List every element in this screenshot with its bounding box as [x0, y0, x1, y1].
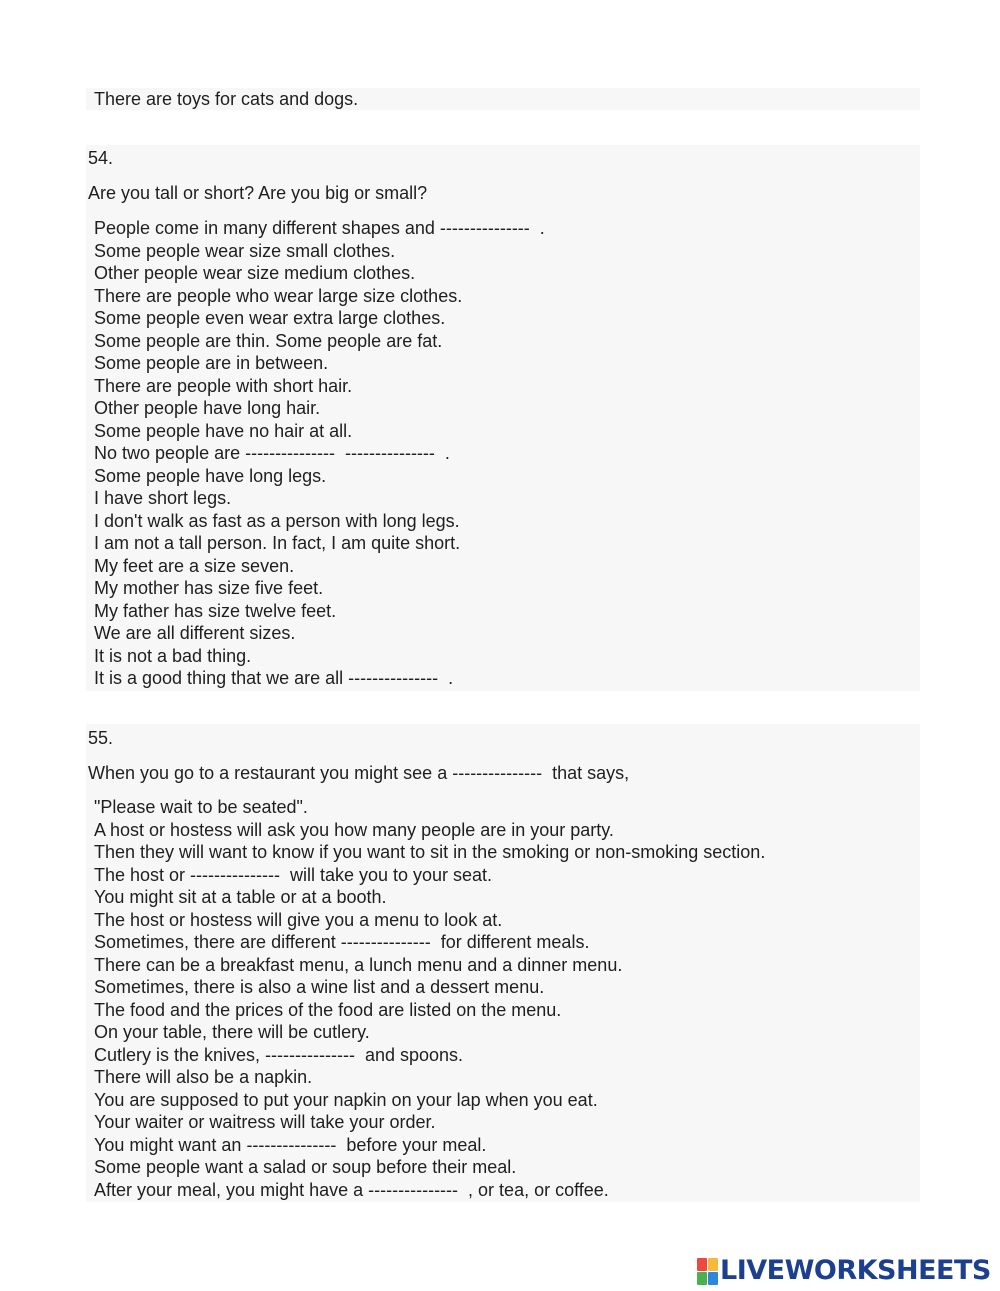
text-line: You might sit at a table or at a booth. [94, 887, 387, 907]
text-line: Cutlery is the knives, --------------- and spoons. [94, 1044, 464, 1065]
text-line: The food and the prices of the food are listed on the menu. [94, 999, 562, 1020]
text-line: Your waiter or waitress will take your order. [94, 1112, 436, 1132]
text-line: Some people have long legs. [94, 465, 327, 486]
text-line: My father has size twelve feet. [94, 600, 337, 621]
text-line: Sometimes, there are different --------------- for different meals. [94, 932, 590, 952]
text-line: There will also be a napkin. [94, 1067, 313, 1087]
section-55-question: When you go to a restaurant you might see a --------------- that says, [88, 763, 630, 783]
text-line: There are people who wear large size clothes. [94, 285, 463, 306]
text-line: There can be a breakfast menu, a lunch menu and a dinner menu. [94, 954, 623, 975]
text-line: You might want an --------------- before your meal. [94, 1134, 487, 1155]
text-line: We are all different sizes. [94, 623, 296, 643]
section-55-number: 55. [88, 728, 114, 748]
logo-block-red [697, 1258, 707, 1271]
text-line: Some people are thin. Some people are fat. [94, 330, 443, 351]
text-line: "Please wait to be seated". [94, 797, 308, 817]
section-54-text [94, 217, 545, 690]
text-line: After your meal, you might have a --------------- , or tea, or coffee. [94, 1179, 609, 1200]
text-line: Some people have no hair at all. [94, 420, 353, 441]
text-line: Other people have long hair. [94, 398, 321, 418]
text-line: On your table, there will be cutlery. [94, 1022, 370, 1042]
section-54-question: Are you tall or short? Are you big or small? [88, 183, 428, 203]
text-line: My feet are a size seven. [94, 555, 295, 576]
text-line: I am not a tall person. In fact, I am quite short. [94, 533, 461, 553]
text-line: Some people want a salad or soup before their meal. [94, 1157, 517, 1177]
text-line: There are people with short hair. [94, 375, 353, 396]
text-line: Some people wear size small clothes. [94, 240, 396, 261]
text-line: No two people are --------------- --------------- . [94, 443, 450, 463]
text-line: The host or --------------- will take you to your seat. [94, 864, 493, 885]
text-line: The host or hostess will give you a menu to look at. [94, 909, 503, 930]
text-line: It is not a bad thing. [94, 645, 252, 666]
logo-text: LIVEWORKSHEETS [720, 1255, 991, 1286]
text-line: It is a good thing that we are all --------------- . [94, 668, 454, 688]
text-line: A host or hostess will ask you how many people are in your party. [94, 819, 614, 840]
top-line: There are toys for cats and dogs. [94, 89, 359, 109]
text-line: I have short legs. [94, 488, 232, 508]
text-line: People come in many different shapes and --------------- . [94, 218, 545, 238]
section-54-number: 54. [88, 148, 114, 168]
logo-block-green [697, 1272, 707, 1285]
text-line: Other people wear size medium clothes. [94, 263, 416, 283]
text-line: I don't walk as fast as a person with long legs. [94, 510, 460, 531]
logo-block-blue [708, 1272, 718, 1285]
text-line: Some people even wear extra large clothes. [94, 308, 446, 328]
text-line: Some people are in between. [94, 353, 329, 373]
text-line: My mother has size five feet. [94, 578, 324, 598]
text-line: You are supposed to put your napkin on your lap when you eat. [94, 1089, 598, 1110]
text-line: Sometimes, there is also a wine list and a dessert menu. [94, 977, 545, 997]
liveworksheets-logo[interactable] [697, 1256, 991, 1286]
section-55-text [94, 796, 765, 1201]
liveworksheets-logo-icon [697, 1258, 718, 1285]
text-line: Then they will want to know if you want to sit in the smoking or non-smoking section. [94, 842, 766, 862]
logo-block-yellow [708, 1258, 718, 1271]
